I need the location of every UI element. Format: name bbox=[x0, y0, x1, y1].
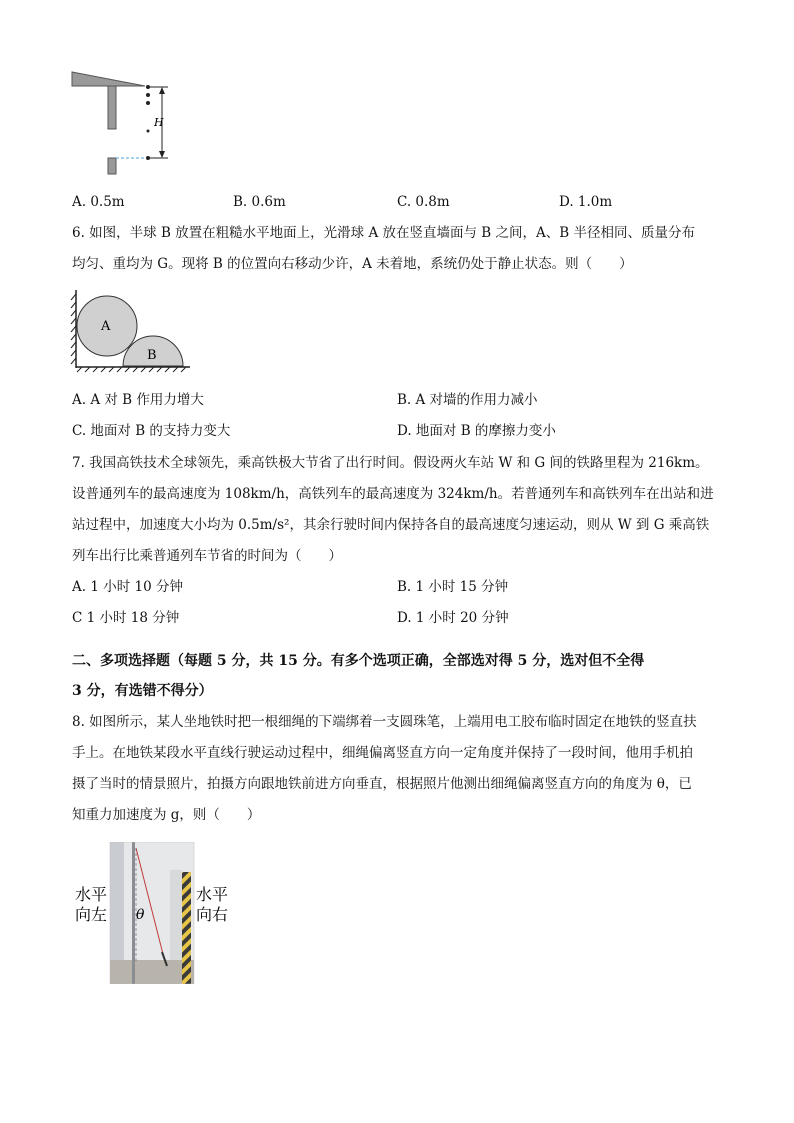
ball-position bbox=[146, 85, 150, 89]
q5-option-c: C. 0.8m bbox=[397, 194, 450, 210]
q8-figure bbox=[72, 842, 234, 984]
q6-figure bbox=[70, 288, 195, 373]
q5-option-b: B. 0.6m bbox=[233, 194, 286, 210]
q6-stem-line: 均匀、重均为 G。现将 B 的位置向右移动少许，A 未着地，系统仍处于静止状态。则（ ） bbox=[72, 256, 633, 272]
q8-stem-line: 8. 如图所示，某人坐地铁时把一根细绳的下端绑着一支圆珠笔，上端用电工胶布临时固定在地铁的竖直扶 bbox=[72, 714, 697, 730]
label-left-2: 向左 bbox=[75, 905, 108, 924]
q7-stem-line: 7. 我国高铁技术全球领先，乘高铁极大节省了出行时间。假设两火车站 W 和 G 间的铁路里程为 216km。 bbox=[72, 455, 709, 471]
q5-option-a: A. 0.5m bbox=[72, 194, 125, 210]
seat-panel bbox=[170, 870, 182, 960]
photo-floor bbox=[110, 960, 194, 984]
angle-theta: θ bbox=[136, 907, 145, 923]
label-right-2: 向右 bbox=[196, 905, 229, 924]
q8-stem-line: 手上。在地铁某段水平直线行驶运动过程中，细绳偏离竖直方向一定角度并保持了一段时间，他用手机拍 bbox=[72, 745, 693, 761]
ball-position bbox=[146, 101, 150, 105]
q7-stem-line: 设普通列车的最高速度为 108km/h，高铁列车的最高速度为 324km/h。若普通列车和高铁列车在出站和进 bbox=[72, 486, 714, 502]
q7-stem-line: 列车出行比乘普通列车节省的时间为（ ） bbox=[72, 548, 342, 564]
q6-stem-line: 6. 如图，半球 B 放置在粗糙水平地面上，光滑球 A 放在竖直墙面与 B 之间，A、B 半径相同、质量分布 bbox=[72, 225, 695, 241]
lower-tube bbox=[108, 158, 116, 174]
q7-option-a: A. 1 小时 10 分钟 bbox=[72, 579, 183, 595]
inclined-plank bbox=[72, 72, 145, 86]
arrow-head-down bbox=[159, 151, 165, 158]
upper-tube bbox=[108, 86, 116, 129]
q6-option-c: C. 地面对 B 的支持力变大 bbox=[72, 423, 231, 439]
section-heading: 二、多项选择题（每题 5 分，共 15 分。有多个选项正确，全部选对得 5 分，选对但不全得 bbox=[72, 653, 645, 669]
q7-option-c: C 1 小时 18 分钟 bbox=[72, 610, 180, 626]
q7-option-b: B. 1 小时 15 分钟 bbox=[397, 579, 509, 595]
q5-figure bbox=[70, 66, 180, 176]
label-a: A bbox=[101, 319, 111, 334]
arrow-head-up bbox=[159, 87, 165, 94]
q7-stem-line: 站过程中，加速度大小均为 0.5m/s²，其余行驶时间内保持各自的最高速度匀速运动，则从 W 到 G 乘高铁 bbox=[72, 517, 710, 533]
label-right-1: 水平 bbox=[196, 885, 229, 904]
q8-stem-line: 知重力加速度为 g，则（ ） bbox=[72, 807, 261, 823]
ball-position bbox=[147, 130, 150, 133]
q6-option-a: A. A 对 B 作用力增大 bbox=[72, 392, 204, 408]
ball-position bbox=[146, 93, 150, 97]
height-label: H bbox=[154, 116, 164, 129]
warning-stripes bbox=[182, 872, 191, 984]
q5-option-d: D. 1.0m bbox=[559, 194, 613, 210]
ball-position bbox=[146, 156, 150, 160]
q8-stem-line: 摄了当时的情景照片，拍摄方向跟地铁前进方向垂直，根据照片他测出细绳偏离竖直方向的角度为 θ，已 bbox=[72, 776, 692, 792]
q6-option-b: B. A 对墙的作用力减小 bbox=[397, 392, 538, 408]
label-left-1: 水平 bbox=[75, 885, 108, 904]
label-b: B bbox=[147, 348, 157, 363]
q7-option-d: D. 1 小时 20 分钟 bbox=[397, 610, 509, 626]
section-heading: 3 分，有选错不得分） bbox=[72, 683, 213, 699]
q6-option-d: D. 地面对 B 的摩擦力变小 bbox=[397, 423, 556, 439]
vertical-handrail bbox=[132, 842, 135, 984]
